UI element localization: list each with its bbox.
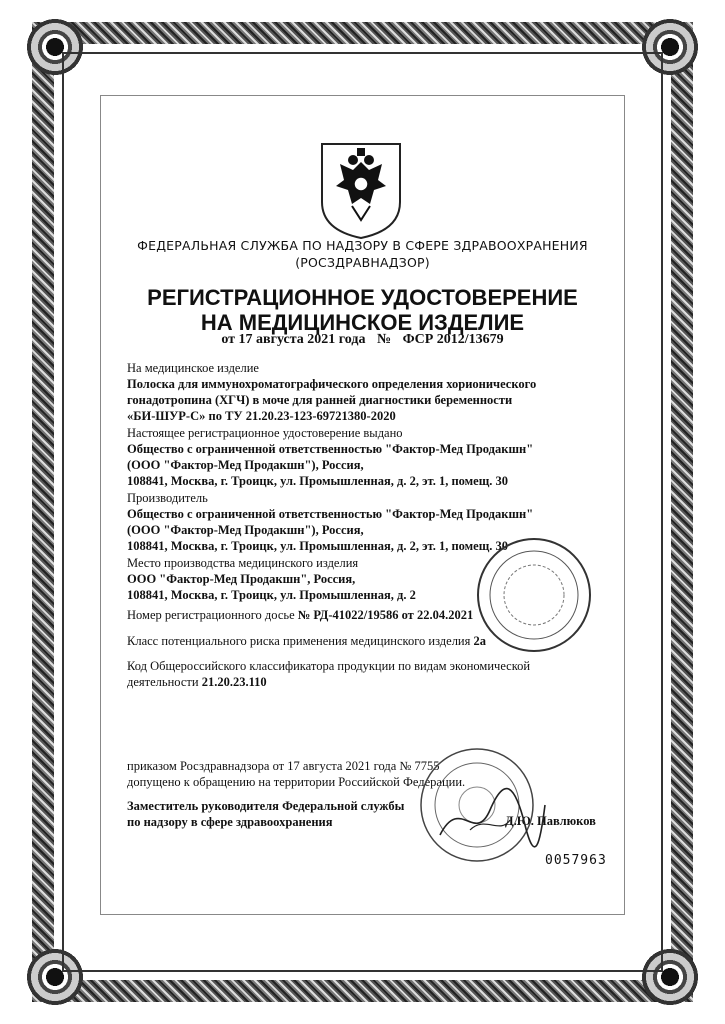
- agency-name: [100, 237, 625, 271]
- issue-date: от 17 августа 2021 года: [221, 332, 366, 347]
- coat-of-arms-emblem: [318, 140, 404, 240]
- okpd-code: 21.20.23.110: [201, 675, 267, 689]
- manufacturer-line: (ООО "Фактор-Мед Продакшн"), Россия,: [127, 523, 364, 537]
- serial-number: 0057963: [545, 853, 607, 868]
- title-line: РЕГИСТРАЦИОННОЕ УДОСТОВЕРЕНИЕ: [147, 285, 578, 310]
- company-seal-stamp: [474, 535, 594, 655]
- manufacturer-line: Общество с ограниченной ответственностью "Фактор-Мед Продакшн": [127, 507, 534, 521]
- agency-abbreviation: (РОСЗДРАВНАДЗОР): [295, 255, 430, 270]
- signatory-name: Д.Ю. Павлюков: [505, 814, 596, 828]
- dossier-number: № РД-41022/19586 от 22.04.2021: [297, 608, 474, 622]
- section-label: Класс потенциального риска применения медицинского изделия: [127, 634, 471, 648]
- device-name-line: «БИ-ШУР-С» по ТУ 21.20.23-123-69721380-2020: [127, 409, 396, 423]
- holder-line: (ООО "Фактор-Мед Продакшн"), Россия,: [127, 458, 364, 472]
- device-name-line: гонадотропина (ХГЧ) в моче для ранней диагностики беременности: [127, 393, 513, 407]
- certificate-content: [100, 95, 625, 915]
- holder-line: Общество с ограниченной ответственностью "Фактор-Мед Продакшн": [127, 442, 534, 456]
- certificate-number: ФСР 2012/13679: [402, 332, 504, 347]
- risk-class-value: 2а: [473, 634, 486, 648]
- document-title: [100, 285, 625, 335]
- section-label: Производитель: [127, 491, 208, 505]
- order-line: приказом Росздравнадзора от 17 августа 2021 года № 7755: [127, 759, 440, 773]
- site-line: ООО "Фактор-Мед Продакшн", Россия,: [127, 572, 356, 586]
- section-label: деятельности: [127, 675, 199, 689]
- device-name-line: Полоска для иммунохроматографического определения хорионического: [127, 377, 537, 391]
- agency-name-line: ФЕДЕРАЛЬНАЯ СЛУЖБА ПО НАДЗОРУ В СФЕРЕ ЗДРАВООХРАНЕНИЯ: [137, 238, 588, 253]
- section-label: Настоящее регистрационное удостоверение выдано: [127, 426, 403, 440]
- holder-line: 108841, Москва, г. Троицк, ул. Промышленная, д. 2, эт. 1, помещ. 30: [127, 474, 509, 488]
- device-section: [127, 360, 597, 424]
- title-line: НА МЕДИЦИНСКОЕ ИЗДЕЛИЕ: [200, 310, 525, 335]
- signature: [430, 775, 550, 855]
- order-line: допущено к обращению на территории Российской Федерации.: [127, 775, 466, 789]
- section-label: Номер регистрационного досье: [127, 608, 295, 622]
- site-line: 108841, Москва, г. Троицк, ул. Промышленная, д. 2: [127, 588, 416, 602]
- manufacturer-line: 108841, Москва, г. Троицк, ул. Промышленная, д. 2, эт. 1, помещ. 30: [127, 539, 509, 553]
- issue-date-number: [100, 332, 625, 348]
- section-label: На медицинское изделие: [127, 361, 259, 375]
- section-label: Код Общероссийского классификатора продукции по видам экономической: [127, 659, 531, 673]
- issued-to-section: [127, 425, 597, 489]
- signatory-position: Заместитель руководителя Федеральной службы: [127, 799, 405, 813]
- section-label: Место производства медицинского изделия: [127, 556, 359, 570]
- okpd-section: [127, 658, 597, 690]
- number-sign: №: [376, 332, 392, 347]
- signatory-position: по надзору в сфере здравоохранения: [127, 815, 333, 829]
